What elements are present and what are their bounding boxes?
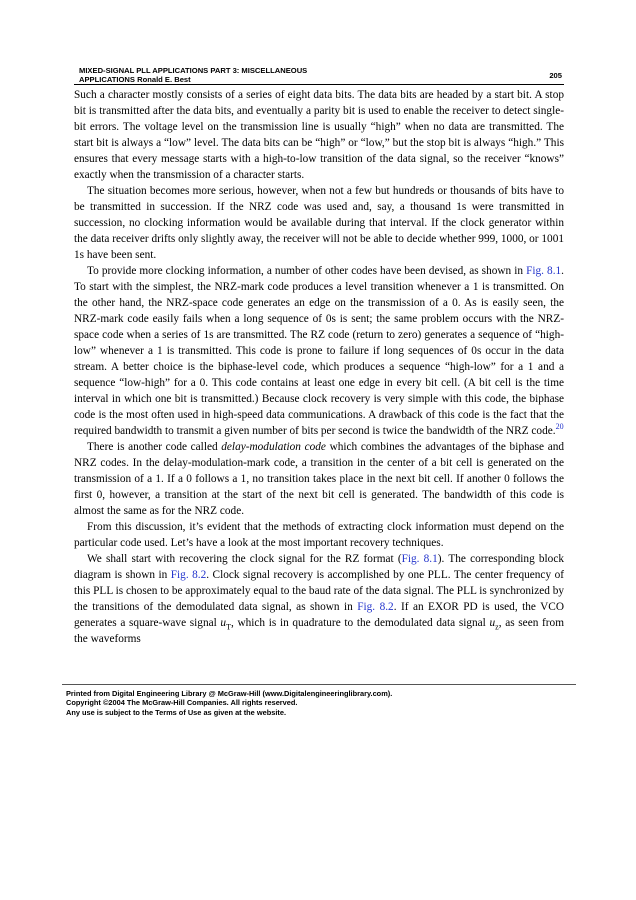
figure-reference-link[interactable]: Fig. 8.1 [401,553,438,565]
paragraph-text: which combines the advantages of the biphase and NRZ codes. In the delay-modulation-mark code, a transition in the center of a bit cell is generated on the transmission of a 1. If a 0 follows a 1, no transition takes place in the next bit cell. If another 0 follows the first 0, however, a transition at the start of the next bit cell is generated. The bandwidth of this code is almost the same as for the NRZ code. [74,441,565,517]
copyright-footer [66,689,566,717]
paragraph-text: , which is in quadrature to the demodulated data signal [230,617,490,629]
paragraph-text: . To start with the simplest, the NRZ-mark code produces a level transition whenever a 1 is transmitted. On the other hand, the NRZ-space code generates an edge on the transmission of a 0. As is easily seen, the NRZ-mark code easily fails when a long sequence of 0s is sent; the same problem occurs with the NRZ-space code when a series of 1s are transmitted. The RZ code (return to zero) generates a sequence of “high-low” whenever a 1 is transmitted. This code is prone to failure if long sequences of 0s occur in the data stream. A better choice is the biphase-level code, which produces a sequence “high-low” for a 1 and a sequence “low-high” for a 0. This code contains at least one edge in every bit cell. (A bit cell is the time interval in which one bit is transmitted.) Because clock recovery is very simple with this code, the biphase code is the most often used in high-speed data communications. A drawback of this code is the fact that the required bandwidth to transmit a given number of bits per second is twice the bandwidth of the NRZ code. [74,265,564,437]
subscript: T [226,622,231,632]
subscript: z [495,622,499,632]
body-paragraph [74,263,564,439]
page-number: 205 [549,71,562,80]
figure-reference-link[interactable]: Fig. 8.2 [170,569,207,581]
reference-footnote-link[interactable]: 20 [555,422,564,432]
header-rule [74,84,564,85]
paragraph-text: From this discussion, it’s evident that the methods of extracting clock information must depend on the particular code used. Let’s have a look at the most important recovery techniques. [74,521,564,549]
italic-term: delay-modulation code [221,441,326,453]
paragraph-text: The situation becomes more serious, however, when not a few but hundreds or thousands of bits have to be transmitted in succession. If the NRZ code was used and, say, a thousand 1s were transmitted in succession, no clocking information would be available during that interval. If the clock generator within the data receiver drifts only slightly away, the receiver will not be able to decide whether 999, 1000, or 1001 1s have been sent. [74,185,564,261]
body-paragraph [74,183,564,263]
figure-reference-link[interactable]: Fig. 8.2 [357,601,394,613]
header-title-line2: APPLICATIONS Ronald E. Best [79,75,191,84]
paragraph-text: . Clock signal recovery is accomplished by one PLL. The center frequency of this PLL is chosen to be approximately equal to the baud rate of the data signal. The PLL is synchronized by the transitions of the demodulated data signal, as shown in [74,569,564,613]
footer-line-terms: Any use is subject to the Terms of Use as given at the website. [66,707,287,717]
body-paragraph [74,439,564,519]
body-paragraph [74,519,564,551]
figure-reference-link[interactable]: Fig. 8.1 [526,265,562,277]
body-text [74,87,564,647]
running-header [79,66,559,84]
body-paragraph [74,551,564,647]
paragraph-text: To provide more clocking information, a number of other codes have been devised, as shown in [87,265,527,277]
italic-term: u [220,617,227,629]
footer-line-copyright: Copyright ©2004 The McGraw-Hill Companies. All rights reserved. [66,698,298,708]
paragraph-text: Such a character mostly consists of a series of eight data bits. The data bits are headed by a start bit. A stop bit is transmitted after the data bits, and eventually a parity bit is used to enable the receiver to detect single-bit errors. The voltage level on the transmission line is usually “high” when no data are transmitted. The start bit is always a “low” level. The data bits can be “high” or “low,” but the stop bit is always “high.” This ensures that every message starts with a high-to-low transition of the data signal, so the receiver “knows” exactly when the transmission of a character starts. [74,89,564,181]
body-paragraph [74,87,564,183]
paragraph-text: We shall start with recovering the clock signal for the RZ format ( [87,553,402,565]
paragraph-text: ). The corresponding block diagram is shown in [74,553,564,581]
italic-term: u [489,617,496,629]
paragraph-text: . If an EXOR PD is used, the VCO generates a square-wave signal [74,601,565,629]
header-title-line1: MIXED-SIGNAL PLL APPLICATIONS PART 3: MISCELLANEOUS [79,66,308,75]
footer-line-printed: Printed from Digital Engineering Library @ McGraw-Hill (www.Digitalengineeringlibrary.com). [66,689,393,698]
paragraph-text: , as seen from the waveforms [74,617,564,645]
footer-rule [62,684,576,685]
paragraph-text: There is another code called [87,441,222,453]
